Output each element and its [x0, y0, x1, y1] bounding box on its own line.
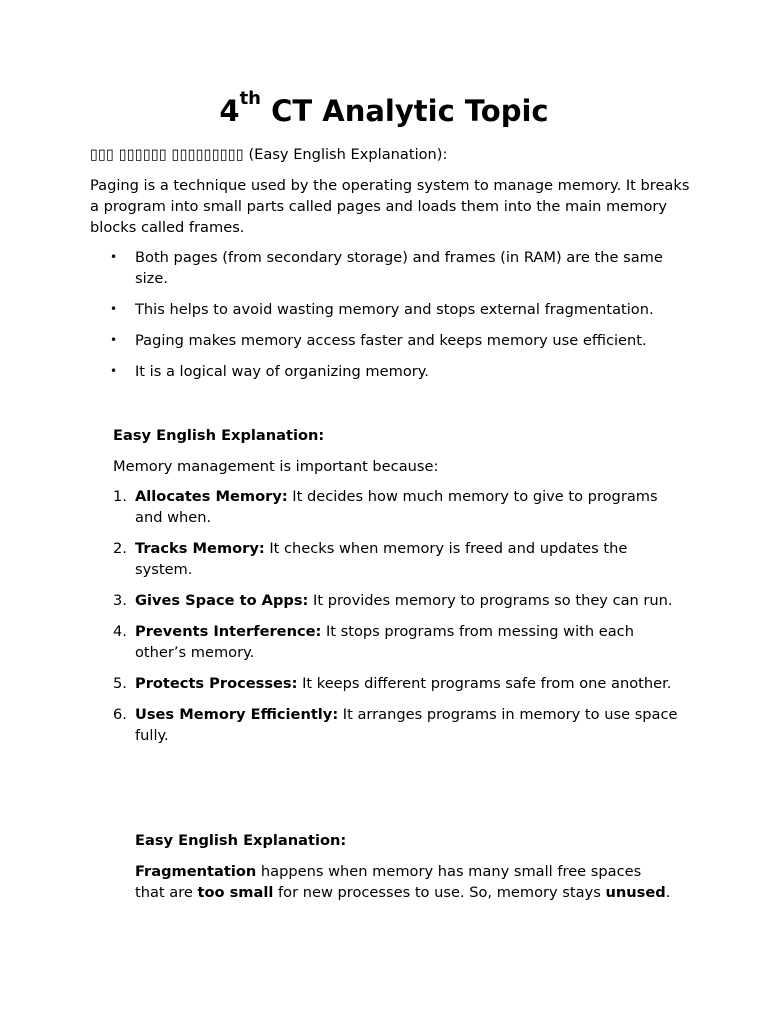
memory-section-intro: Memory management is important because:	[113, 458, 439, 475]
list-item	[90, 247, 690, 289]
memory-numbered-list	[113, 486, 683, 756]
list-item	[90, 361, 690, 382]
frag-text-2: for new processes to use. So, memory stays	[273, 884, 606, 901]
paging-paragraph: Paging is a technique used by the operating system to manage memory. It breaks a program into small parts called pages and loads them into the main memory blocks called frames.	[90, 177, 690, 236]
bullet-text: Paging makes memory access faster and keeps memory use efficient.	[135, 332, 647, 349]
item-text: It decides how much memory to give to programs and when.	[135, 488, 658, 526]
item-term: Gives Space to Apps:	[135, 592, 309, 609]
list-item	[113, 538, 683, 580]
item-number: 3.	[113, 592, 127, 609]
frag-emphasis-1: too small	[197, 884, 274, 901]
bullet-text: It is a logical way of organizing memory.	[135, 363, 429, 380]
item-text: It arranges programs in memory to use space fully.	[135, 706, 678, 744]
intro-line: ▯▯▯ ▯▯▯▯▯▯ ▯▯▯▯▯▯▯▯▯ (Easy English Explanation):	[90, 146, 448, 163]
item-term: Tracks Memory:	[135, 540, 265, 557]
page-title	[0, 88, 768, 130]
title-text: CT Analytic Topic	[261, 94, 549, 128]
item-term: Protects Processes:	[135, 675, 298, 692]
list-item	[113, 621, 683, 663]
title-superscript: th	[239, 88, 261, 109]
item-term: Allocates Memory:	[135, 488, 288, 505]
frag-term: Fragmentation	[135, 863, 257, 880]
bullet-glyph: •	[110, 302, 118, 316]
memory-section-heading: Easy English Explanation:	[113, 427, 325, 444]
bullet-glyph: •	[110, 364, 118, 378]
fragmentation-heading: Easy English Explanation:	[135, 832, 347, 849]
item-number: 2.	[113, 540, 127, 557]
item-term: Prevents Interference:	[135, 623, 322, 640]
list-item	[113, 704, 683, 746]
paging-bullet-list	[90, 247, 690, 392]
frag-text-3: .	[665, 884, 671, 901]
list-item	[90, 299, 690, 320]
item-text: It stops programs from messing with each other’s memory.	[135, 623, 634, 661]
list-item	[113, 590, 683, 611]
list-item	[113, 673, 683, 694]
bullet-glyph: •	[110, 250, 118, 264]
item-number: 6.	[113, 706, 127, 723]
item-text: It checks when memory is freed and updates the system.	[135, 540, 628, 578]
title-number: 4	[219, 94, 240, 128]
item-number: 1.	[113, 488, 127, 505]
bullet-text: Both pages (from secondary storage) and frames (in RAM) are the same size.	[135, 249, 663, 287]
list-item	[113, 486, 683, 528]
item-text: It provides memory to programs so they can run.	[308, 592, 673, 609]
bullet-glyph: •	[110, 333, 118, 347]
item-number: 4.	[113, 623, 127, 640]
item-term: Uses Memory Efficiently:	[135, 706, 339, 723]
item-text: It keeps different programs safe from one another.	[297, 675, 672, 692]
bullet-text: This helps to avoid wasting memory and stops external fragmentation.	[135, 301, 654, 318]
item-number: 5.	[113, 675, 127, 692]
frag-text-1: happens when memory has many small free spaces that are	[135, 863, 642, 901]
list-item	[90, 330, 690, 351]
frag-emphasis-2: unused	[605, 884, 666, 901]
fragmentation-paragraph	[135, 861, 675, 903]
